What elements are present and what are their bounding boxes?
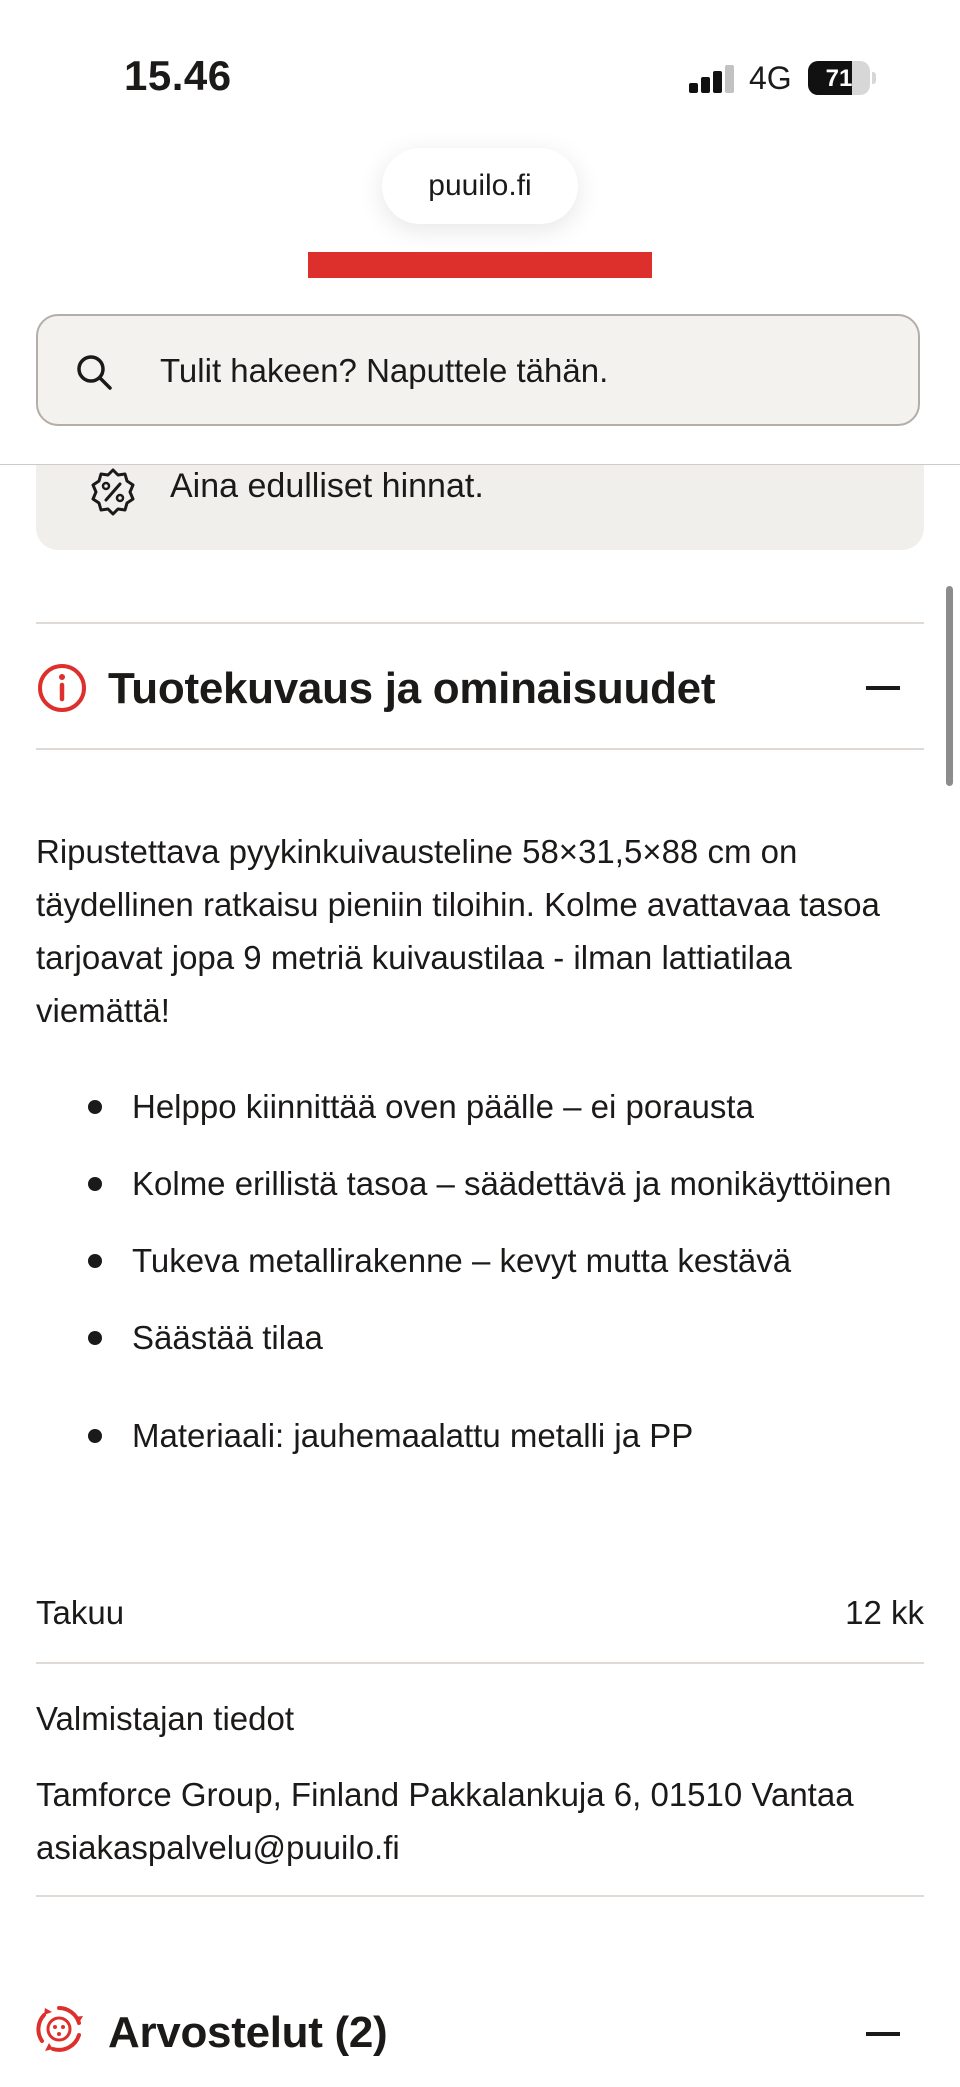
promo-card xyxy=(36,465,924,550)
search-input[interactable] xyxy=(36,314,920,426)
feature-item: Materiaali: jauhemaalattu metalli ja PP xyxy=(36,1409,916,1462)
manufacturer-address: Tamforce Group, Finland Pakkalankuja 6, 01510 Vantaa xyxy=(36,1776,854,1813)
section-divider xyxy=(36,748,924,750)
search-icon xyxy=(74,352,114,392)
battery-icon xyxy=(808,61,870,95)
url-bar[interactable] xyxy=(382,148,578,224)
info-icon xyxy=(36,662,88,714)
percent-badge-icon xyxy=(86,465,140,519)
manufacturer-email: asiakaspalvelu@puuilo.fi xyxy=(36,1829,400,1866)
feature-item: Kolme erillistä tasoa – säädettävä ja monikäyttöinen xyxy=(36,1157,916,1210)
feature-item: Säästää tilaa xyxy=(36,1311,916,1364)
feature-list xyxy=(36,1080,916,1462)
battery-tip xyxy=(872,72,876,84)
warranty-value: 12 kk xyxy=(845,1594,924,1631)
description-section-title[interactable]: Tuotekuvaus ja ominaisuudet xyxy=(108,664,716,713)
feature-item: Tukeva metallirakenne – kevyt mutta kestävä xyxy=(36,1234,916,1287)
section-divider xyxy=(36,1895,924,1897)
feature-item: Helppo kiinnittää oven päälle – ei porausta xyxy=(36,1080,916,1133)
scrollbar[interactable] xyxy=(946,586,953,786)
section-divider xyxy=(36,622,924,624)
network-type: 4G xyxy=(749,60,792,96)
collapse-minus-icon[interactable] xyxy=(866,686,900,690)
reviews-icon xyxy=(34,2004,84,2054)
warranty-label: Takuu xyxy=(36,1594,125,1631)
promo-text: Aina edulliset hinnat. xyxy=(170,467,484,505)
manufacturer-label: Valmistajan tiedot xyxy=(36,1700,295,1737)
spec-divider xyxy=(36,1662,924,1664)
status-time: 15.46 xyxy=(124,52,232,99)
signal-strength-icon xyxy=(689,65,735,93)
reviews-section-title[interactable]: Arvostelut (2) xyxy=(108,2008,388,2057)
battery-percent: 71 xyxy=(825,65,853,92)
brand-color-strip xyxy=(308,252,652,278)
collapse-minus-icon[interactable] xyxy=(866,2032,900,2036)
url-text: puuilo.fi xyxy=(428,169,532,202)
search-placeholder: Tulit hakeen? Naputtele tähän. xyxy=(160,352,609,389)
product-description: Ripustettava pyykinkuivausteline 58×31,5×88 cm on täydellinen ratkaisu pieniin tiloihin. Kolme avattavaa tasoa tarjoavat jopa 9 metriä kuivaustilaa - ilman lattiatilaa viemättä! xyxy=(36,833,880,1029)
